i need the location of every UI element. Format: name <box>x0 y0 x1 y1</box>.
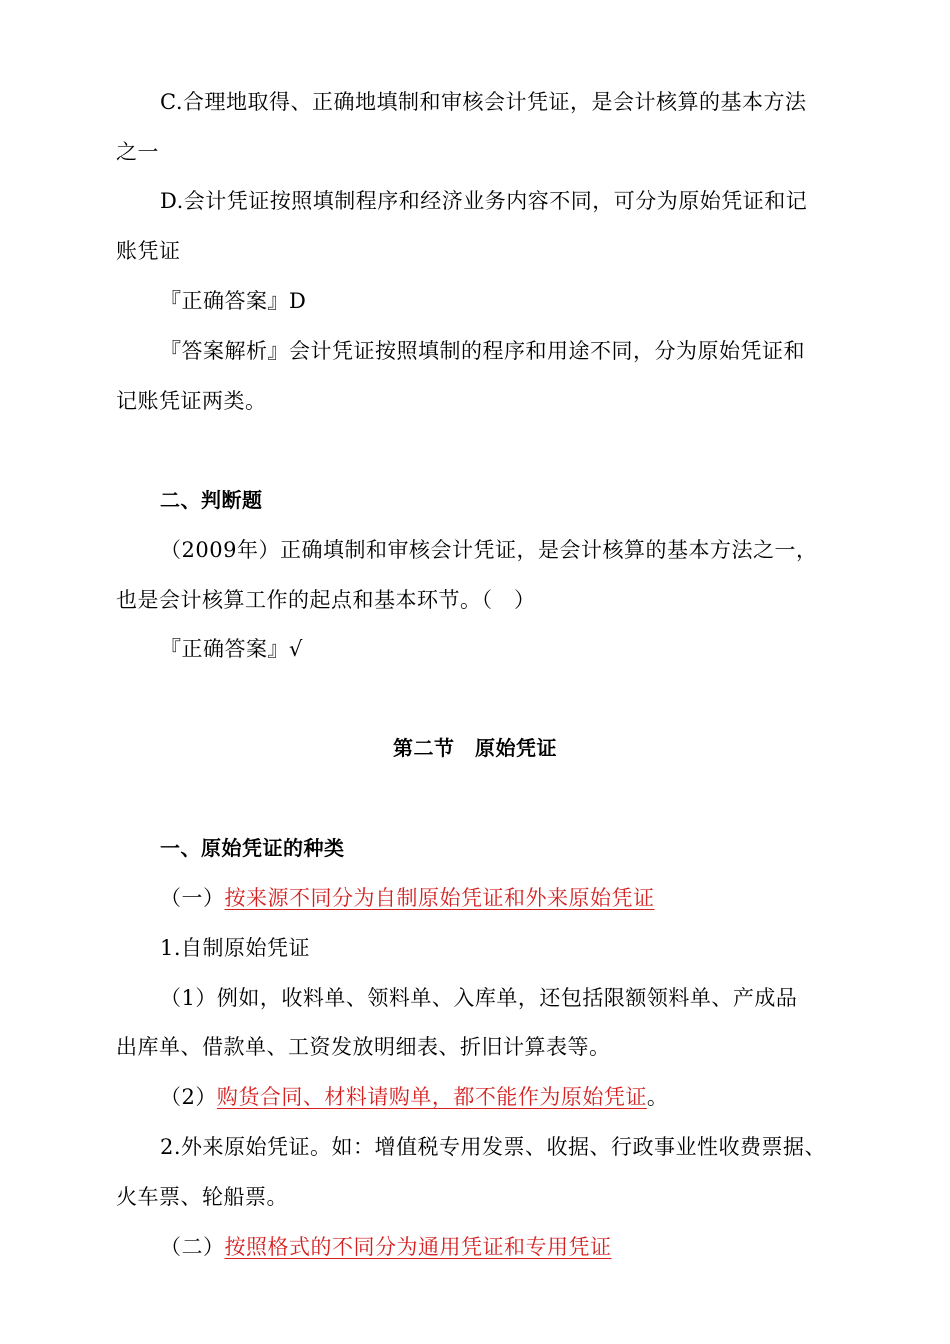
subsection-1-highlight: 按来源不同分为自制原始凭证和外来原始凭证 <box>224 886 655 910</box>
option-d-line2: 账凭证 <box>116 239 181 263</box>
item-2-line2: 火车票、轮船票。 <box>116 1185 288 1209</box>
subsection-2-highlight: 按照格式的不同分为通用凭证和专用凭证 <box>224 1235 612 1259</box>
item-1-point-2-suffix: 。 <box>646 1085 669 1109</box>
answer-analysis-line2: 记账凭证两类。 <box>116 389 267 413</box>
judgment-question-line2: 也是会计核算工作的起点和基本环节。（ ） <box>116 588 536 612</box>
item-1-point-2-highlight: 购货合同、材料请购单，都不能作为原始凭证 <box>216 1085 647 1109</box>
item-1-point-1-line2: 出库单、借款单、工资发放明细表、折旧计算表等。 <box>116 1035 611 1059</box>
types-heading: 一、原始凭证的种类 <box>160 836 345 860</box>
subsection-1 <box>160 883 655 913</box>
subsection-1-prefix: （一） <box>160 886 225 910</box>
option-c-line1: C.合理地取得、正确地填制和审核会计凭证，是会计核算的基本方法 <box>160 90 807 114</box>
correct-answer-1: 『正确答案』D <box>160 289 307 313</box>
judgment-heading: 二、判断题 <box>160 488 263 512</box>
subsection-2 <box>160 1232 612 1262</box>
option-d-line1: D.会计凭证按照填制程序和经济业务内容不同，可分为原始凭证和记 <box>160 189 808 213</box>
judgment-answer: 『正确答案』√ <box>160 637 303 661</box>
item-2-line1: 2.外来原始凭证。如：增值税专用发票、收据、行政事业性收费票据、 <box>160 1135 827 1159</box>
item-1-point-2-prefix: （2） <box>160 1085 217 1109</box>
chapter-title: 第二节 原始凭证 <box>393 736 557 760</box>
item-1-title: 1.自制原始凭证 <box>160 936 311 960</box>
item-1-point-2 <box>160 1082 668 1112</box>
option-c-line2: 之一 <box>116 140 159 164</box>
answer-analysis-line1: 『答案解析』会计凭证按照填制的程序和用途不同，分为原始凭证和 <box>160 339 805 363</box>
subsection-2-prefix: （二） <box>160 1235 225 1259</box>
judgment-question-line1: （2009年）正确填制和审核会计凭证，是会计核算的基本方法之一， <box>160 538 818 562</box>
item-1-point-1-line1: （1）例如，收料单、领料单、入库单，还包括限额领料单、产成品 <box>160 986 798 1010</box>
